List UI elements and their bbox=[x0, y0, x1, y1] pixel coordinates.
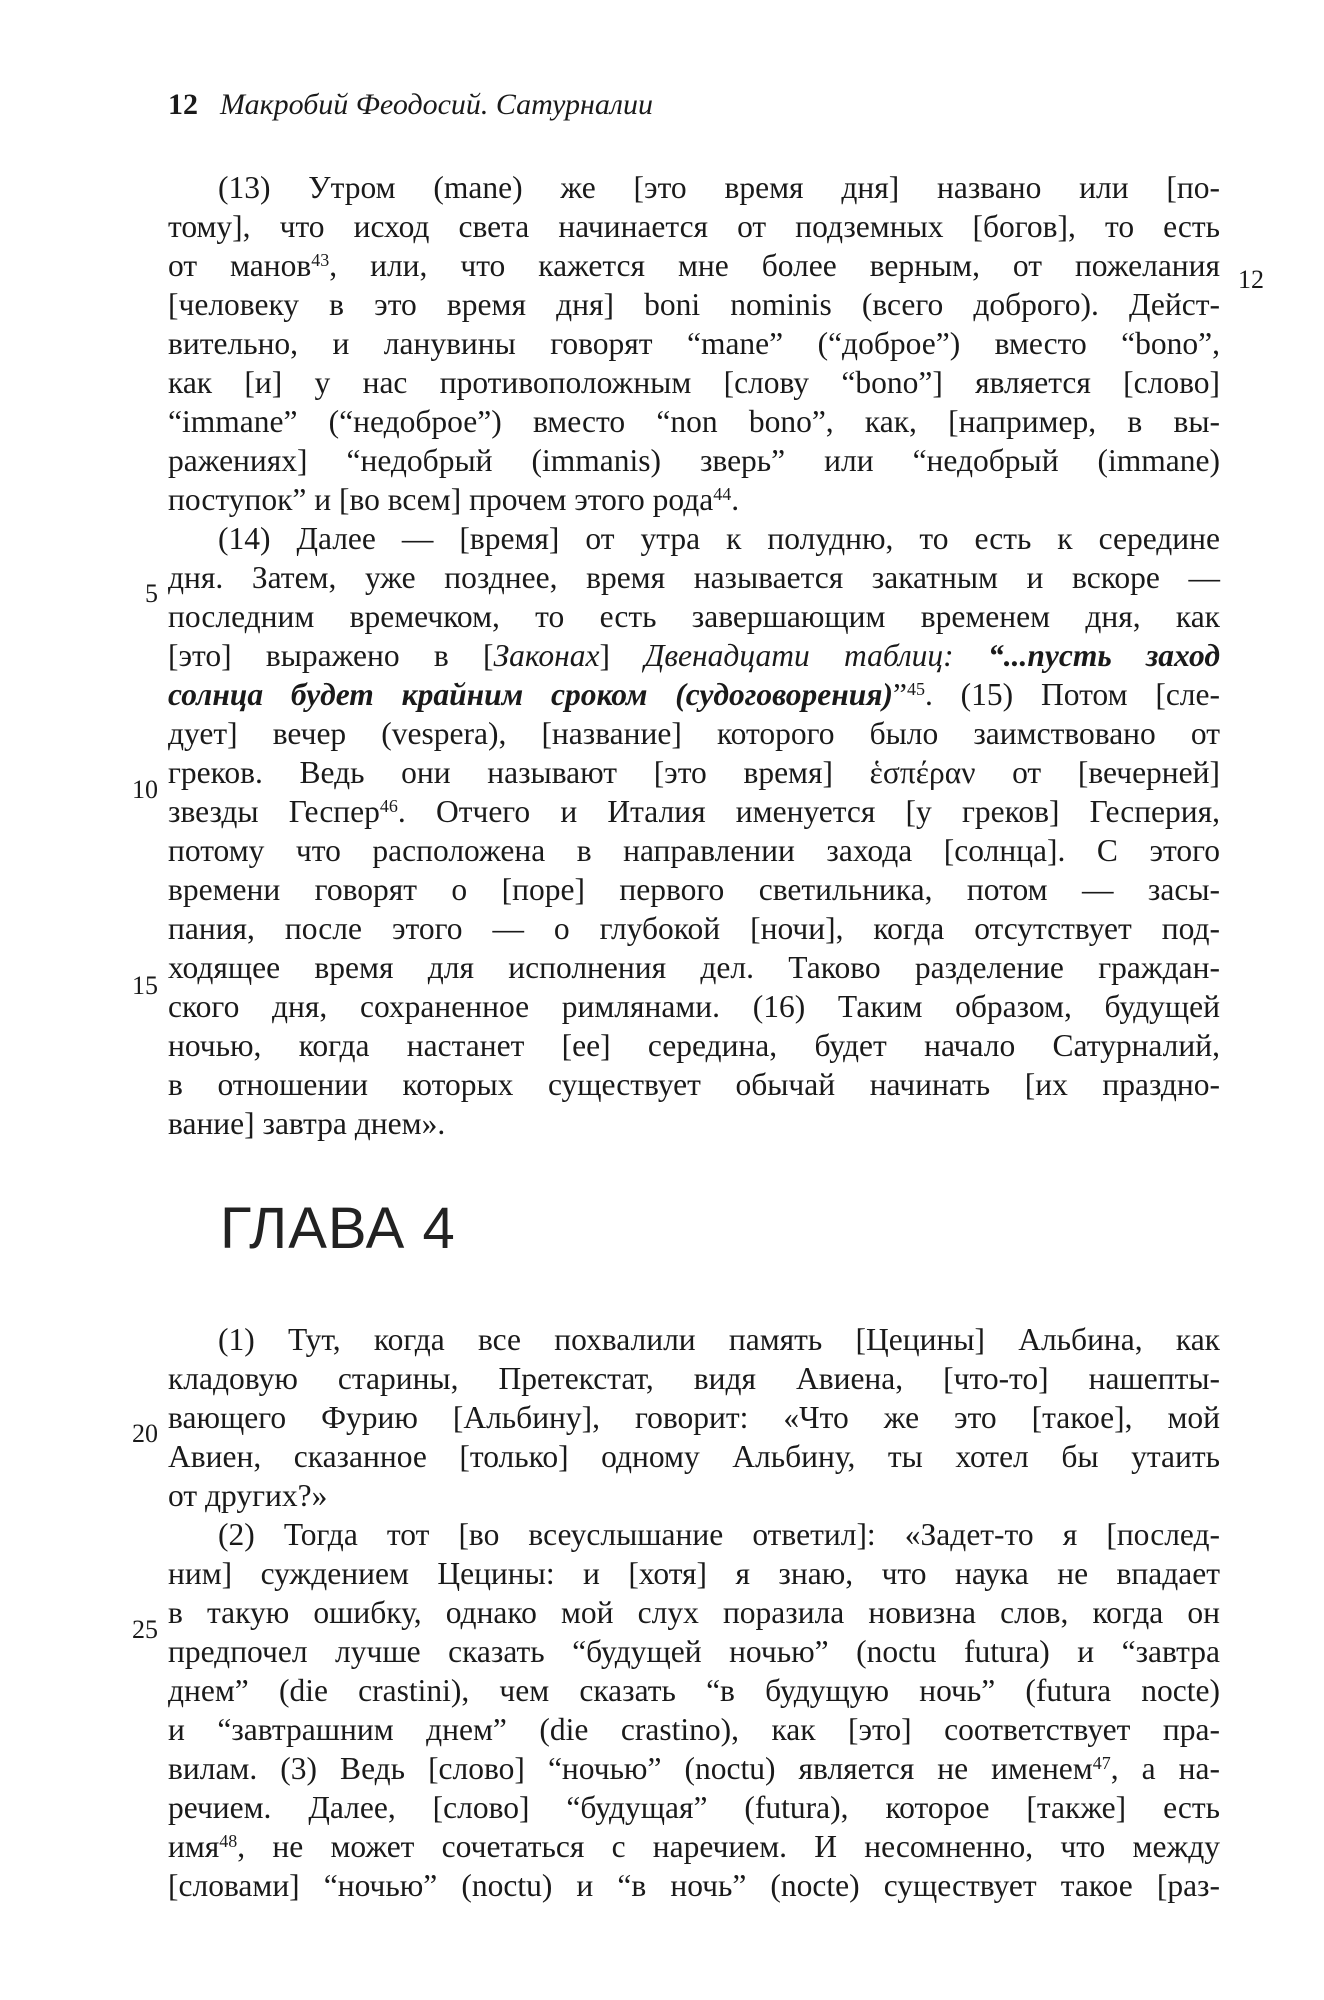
text-line: предпочел лучше сказать “будущей ночью” (noctu futura) и “завтра bbox=[168, 1634, 1220, 1669]
line-number: 25 bbox=[132, 1615, 158, 1644]
text-line: потому что расположена в направлении захода [солнца]. С этого bbox=[168, 833, 1220, 868]
footnote-ref: 44 bbox=[713, 484, 732, 505]
text-line: имя$^{48}$, не может сочетаться с наречием. И несомненно, что между bbox=[168, 1829, 1220, 1864]
footnote-ref: 43 bbox=[311, 250, 330, 271]
text-line: поступок” и [во всем] прочем этого рода$^{44}$. bbox=[168, 482, 740, 517]
text-line: (2) Тогда тот [во всеуслышание ответил]: «Задет-то я [послед- bbox=[218, 1517, 1220, 1552]
text-line: греков. Ведь они называют [это время] ἑσπέραν от [вечерней] bbox=[168, 755, 1220, 790]
text-line: (1) Тут, когда все похвалили память [Цецины] Альбина, как bbox=[218, 1322, 1220, 1357]
line-number: 10 bbox=[132, 775, 158, 804]
text-line: кладовую старины, Претекстат, видя Авиена, [что-то] нашепты- bbox=[168, 1361, 1220, 1396]
text-line: Авиен, сказанное [только] одному Альбину, ты хотел бы утаить bbox=[168, 1439, 1220, 1474]
chapter-heading: ГЛАВА 4 bbox=[220, 1196, 456, 1261]
text-line: (13) Утром (mane) же [это время дня] названо или [по- bbox=[218, 170, 1220, 205]
footnote-ref: 46 bbox=[379, 796, 398, 817]
text-line: и “завтрашним днем” (die crastino), как [это] соответствует пра- bbox=[168, 1712, 1220, 1747]
text-line: [это] выражено в [Законах] Двенадцати таблиц: “...пусть заход bbox=[168, 638, 1220, 673]
text-line: солнца будет крайним сроком (судоговорения)”$^{45}$. (15) Потом [сле- bbox=[168, 677, 1220, 712]
text-line: в отношении которых существует обычай начинать [их праздно- bbox=[168, 1067, 1220, 1102]
text-line: ского дня, сохраненное римлянами. (16) Таким образом, будущей bbox=[168, 989, 1220, 1024]
text-line: ночью, когда настанет [ее] середина, будет начало Сатурналий, bbox=[168, 1028, 1220, 1063]
text-line: речием. Далее, [слово] “будущая” (futura), которое [также] есть bbox=[168, 1790, 1220, 1825]
text-line: ражениях] “недобрый (immanis) зверь” или “недобрый (immane) bbox=[168, 443, 1220, 478]
margin-ref-number: 12 bbox=[1238, 265, 1264, 294]
text-line: дует] вечер (vespera), [название] которого было заимствовано от bbox=[168, 716, 1220, 751]
line-number: 20 bbox=[132, 1419, 158, 1448]
text-line: последним времечком, то есть завершающим временем дня, как bbox=[168, 599, 1220, 634]
text-line: вилам. (3) Ведь [слово] “ночью” (noctu) является не именем$^{47}$, а на- bbox=[168, 1751, 1221, 1786]
text-line: звезды Геспер$^{46}$. Отчего и Италия именуется [у греков] Гесперия, bbox=[168, 794, 1220, 829]
text-line: от манов$^{43}$, или, что кажется мне более верным, от пожелания bbox=[168, 248, 1221, 283]
text-line: ходящее время для исполнения дел. Таково разделение граждан- bbox=[168, 950, 1220, 985]
text-line: [словами] “ночью” (noctu) и “в ночь” (nocte) существует такое [раз- bbox=[168, 1868, 1220, 1903]
text-line: [человеку в это время дня] boni nominis (всего доброго). Дейст- bbox=[168, 287, 1220, 322]
footnote-ref: 48 bbox=[219, 1831, 238, 1852]
text-line: пания, после этого — о глубокой [ночи], когда отсутствует под- bbox=[168, 911, 1220, 946]
running-header bbox=[168, 88, 653, 132]
text-line: как [и] у нас противоположным [слову “bono”] является [слово] bbox=[168, 365, 1220, 400]
footnote-ref: 45 bbox=[906, 679, 925, 700]
text-line: вающего Фурию [Альбину], говорит: «Что же это [такое], мой bbox=[168, 1400, 1220, 1435]
text-line: вительно, и ланувины говорят “mane” (“доброе”) вместо “bono”, bbox=[168, 326, 1220, 361]
text-line: вание] завтра днем». bbox=[168, 1106, 446, 1141]
line-number: 15 bbox=[132, 971, 158, 1000]
text-line: времени говорят о [поре] первого светильника, потом — засы- bbox=[168, 872, 1220, 907]
text-line: тому], что исход света начинается от подземных [богов], то есть bbox=[168, 209, 1220, 244]
running-title: Макробий Феодосий. Сатурналии bbox=[220, 88, 653, 121]
text-line: (14) Далее — [время] от утра к полудню, то есть к середине bbox=[218, 521, 1220, 556]
page-number: 12 bbox=[168, 88, 198, 121]
footnote-ref: 47 bbox=[1092, 1753, 1111, 1774]
text-line: “immane” (“недоброе”) вместо “non bono”, как, [например, в вы- bbox=[168, 404, 1220, 439]
text-line: дня. Затем, уже позднее, время называется закатным и вскоре — bbox=[168, 560, 1220, 595]
text-line: днем” (die crastini), чем сказать “в будущую ночь” (futura nocte) bbox=[168, 1673, 1220, 1708]
text-line: в такую ошибку, однако мой слух поразила новизна слов, когда он bbox=[168, 1595, 1220, 1630]
line-number: 5 bbox=[145, 579, 158, 608]
text-line: от других?» bbox=[168, 1478, 328, 1513]
text-line: ним] суждением Цецины: и [хотя] я знаю, что наука не впадает bbox=[168, 1556, 1220, 1591]
